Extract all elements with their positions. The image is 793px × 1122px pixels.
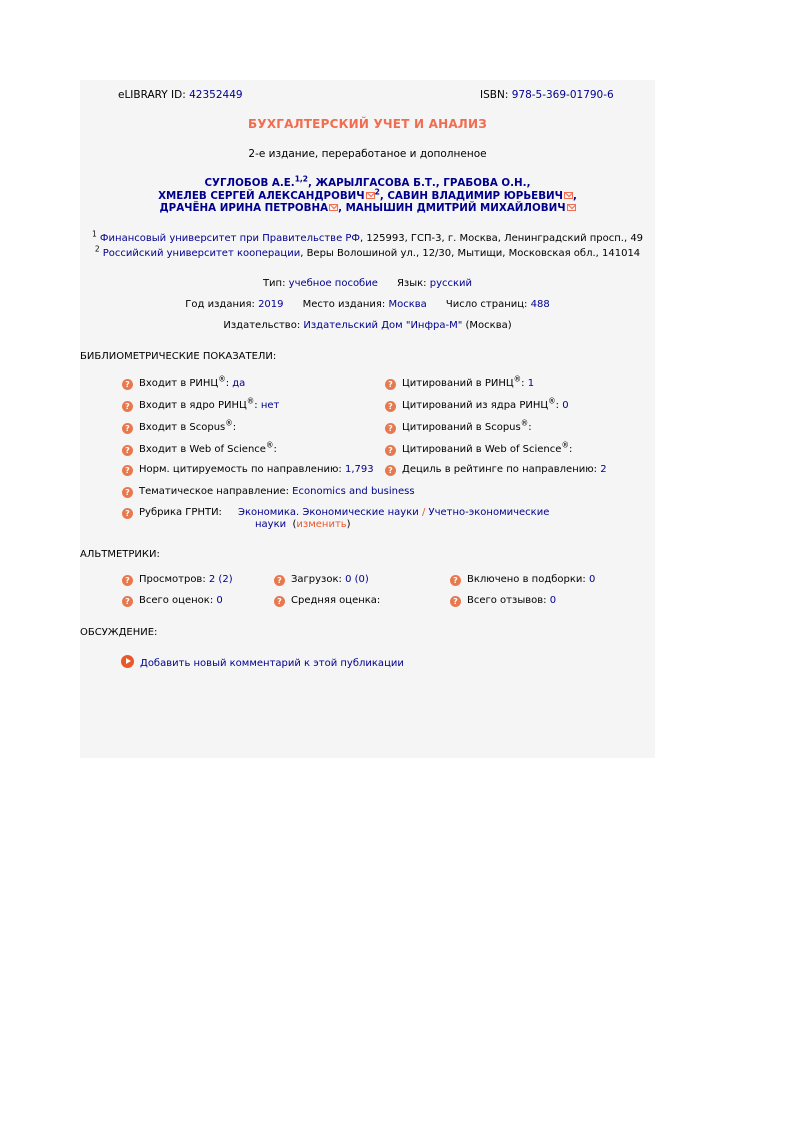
help-icon[interactable]: ? xyxy=(385,465,396,476)
help-icon[interactable]: ? xyxy=(122,596,133,607)
discussion-heading: ОБСУЖДЕНИЕ: xyxy=(80,627,158,638)
elibrary-id-row xyxy=(118,89,243,101)
metric-value: 0 xyxy=(216,595,223,606)
place-label: Место издания: xyxy=(302,299,386,310)
metric-label: Дециль в рейтинге по направлению: xyxy=(402,464,598,475)
mail-icon[interactable] xyxy=(329,204,338,211)
help-icon[interactable]: ? xyxy=(122,423,133,434)
grnti-values xyxy=(238,507,549,518)
publication-panel xyxy=(80,80,655,758)
play-icon[interactable] xyxy=(121,655,134,668)
affiliation-2 xyxy=(80,244,655,259)
biblio-heading: БИБЛИОМЕТРИЧЕСКИЕ ПОКАЗАТЕЛИ: xyxy=(80,351,277,362)
mail-icon[interactable] xyxy=(366,192,375,199)
metric-label: Просмотров: xyxy=(139,574,206,585)
help-icon[interactable]: ? xyxy=(385,379,396,390)
type-value: учебное пособие xyxy=(288,278,378,289)
affiliation-number: 1 xyxy=(91,229,97,239)
metric-value[interactable]: 2 (2) xyxy=(208,574,233,585)
isbn-row xyxy=(480,89,614,101)
metric-label: Включено в подборки: xyxy=(467,574,586,585)
metric-topic xyxy=(122,486,415,498)
metric-value[interactable]: 0 xyxy=(588,574,596,585)
alt-average xyxy=(274,595,380,607)
grnti-separator: / xyxy=(421,507,426,518)
registered-mark: ® xyxy=(513,374,522,384)
metric-label: Всего оценок: xyxy=(139,595,214,606)
metric-decile xyxy=(385,464,607,476)
metric-value: 0 xyxy=(549,595,557,606)
authors-line-3: ДРАЧЁНА ИРИНА ПЕТРОВНА , МАНЫШИН ДМИТРИЙ МИХАЙЛОВИЧ xyxy=(80,203,655,214)
publication-title: БУХГАЛТЕРСКИЙ УЧЕТ И АНАЛИЗ xyxy=(248,117,487,131)
publisher-row xyxy=(80,320,655,331)
author-link[interactable]: МАНЫШИН ДМИТРИЙ МИХАЙЛОВИЧ xyxy=(345,202,566,214)
affiliation-org-link[interactable]: Российский университет кооперации xyxy=(102,248,301,259)
author-affil-sup: 2 xyxy=(374,187,380,197)
affiliation-address: , 125993, ГСП-3, г. Москва, Ленинградский просп., 49 xyxy=(360,233,644,244)
alt-downloads xyxy=(274,574,369,586)
metric-label: Входит в Web of Science xyxy=(139,444,266,455)
alt-collections xyxy=(450,574,595,586)
type-language-row xyxy=(80,278,655,289)
registered-mark: ® xyxy=(548,396,556,406)
mail-icon[interactable] xyxy=(567,204,576,211)
pages-label: Число страниц: xyxy=(445,299,528,310)
help-icon[interactable]: ? xyxy=(122,575,133,586)
authors-line-1: СУГЛОБОВ А.Е.$^{1,2}$, ЖАРЫЛГАСОВА Б.Т., ГРАБОВА О.Н., xyxy=(204,174,531,189)
metric-cit-scopus: ? Цитирований в Scopus®: xyxy=(385,422,532,434)
metric-in-scopus: ? Входит в Scopus®: xyxy=(122,422,236,434)
year-place-pages-row xyxy=(80,299,655,310)
grnti-values-line-2: науки (изменить) xyxy=(255,519,351,530)
registered-mark: ® xyxy=(520,418,529,428)
author-link[interactable]: ГРАБОВА О.Н. xyxy=(443,177,527,189)
author-link[interactable]: СУГЛОБОВ А.Е. xyxy=(204,177,295,189)
metric-value[interactable]: 0 xyxy=(562,400,569,411)
author-link[interactable]: ДРАЧЁНА ИРИНА ПЕТРОВНА xyxy=(159,202,329,214)
elibrary-id-link[interactable]: 42352449 xyxy=(189,89,243,101)
alt-views xyxy=(122,574,233,586)
altmetrics-heading: АЛЬТМЕТРИКИ: xyxy=(80,549,160,560)
authors-line-2: ХМЕЛЕВ СЕРГЕЙ АЛЕКСАНДРОВИЧ $^2$, САВИН ВЛАДИМИР ЮРЬЕВИЧ , xyxy=(158,187,577,202)
metric-value[interactable]: 2 xyxy=(600,464,607,475)
metric-value[interactable]: нет xyxy=(260,400,280,411)
metric-cit-rinc: ? Цитирований в РИНЦ®: 1 xyxy=(385,378,534,390)
author-link[interactable]: ХМЕЛЕВ СЕРГЕЙ АЛЕКСАНДРОВИЧ xyxy=(158,190,365,202)
isbn-label: ISBN: xyxy=(480,89,509,101)
help-icon[interactable]: ? xyxy=(450,596,461,607)
edition-note: 2-е издание, переработаное и дополненое xyxy=(248,148,487,160)
alt-ratings xyxy=(122,595,223,607)
affiliation-number: 2 xyxy=(94,244,100,254)
grnti-link[interactable]: науки xyxy=(255,519,287,530)
author-link[interactable]: ЖАРЫЛГАСОВА Б.Т. xyxy=(315,177,436,189)
help-icon[interactable]: ? xyxy=(122,508,133,519)
help-icon[interactable]: ? xyxy=(122,445,133,456)
grnti-link[interactable]: Экономика. Экономические науки xyxy=(238,507,419,518)
year-value: 2019 xyxy=(258,299,284,310)
metric-label: Цитирований в Web of Science xyxy=(402,444,562,455)
year-label: Год издания: xyxy=(185,299,255,310)
metric-label: Цитирований в Scopus xyxy=(402,422,521,433)
metric-grnti xyxy=(122,507,222,519)
metric-value[interactable]: 1,793 xyxy=(344,464,374,475)
grnti-change-link[interactable]: изменить xyxy=(296,519,347,530)
metric-in-rinc-core: ? Входит в ядро РИНЦ®: нет xyxy=(122,400,279,412)
language-label: Язык: xyxy=(396,278,427,289)
metric-label: Цитирований в РИНЦ xyxy=(402,378,514,389)
metric-value[interactable]: 0 (0) xyxy=(345,574,369,585)
affiliation-address: , Веры Волошиной ул., 12/30, Мытищи, Московская обл., 141014 xyxy=(300,248,641,259)
registered-mark: ® xyxy=(561,440,569,450)
help-icon[interactable]: ? xyxy=(122,379,133,390)
metric-label: Средняя оценка: xyxy=(291,595,381,606)
isbn-value: 978-5-369-01790-6 xyxy=(511,89,614,101)
metric-label: Норм. цитируемость по направлению: xyxy=(139,464,342,475)
metric-label: Рубрика ГРНТИ: xyxy=(139,507,222,518)
metric-value[interactable]: 1 xyxy=(527,378,535,389)
metric-in-wos: ? Входит в Web of Science®: xyxy=(122,444,277,456)
author-affil-sup: 1,2 xyxy=(294,174,309,184)
grnti-link[interactable]: Учетно-экономические xyxy=(428,507,550,518)
language-value: русский xyxy=(429,278,473,289)
place-value: Москва xyxy=(388,299,427,310)
metric-norm-citation xyxy=(122,464,374,476)
add-comment-row xyxy=(121,655,404,669)
help-icon[interactable]: ? xyxy=(385,401,396,412)
metric-cit-wos: ? Цитирований в Web of Science®: xyxy=(385,444,572,456)
help-icon[interactable]: ? xyxy=(274,596,285,607)
metric-label: Входит в ядро РИНЦ xyxy=(139,400,247,411)
metric-value[interactable]: да xyxy=(232,378,246,389)
elibrary-id-label: eLIBRARY ID: xyxy=(118,89,186,101)
metric-in-rinc: ? Входит в РИНЦ®: да xyxy=(122,378,245,390)
registered-mark: ® xyxy=(246,396,255,406)
help-icon[interactable]: ? xyxy=(122,465,133,476)
metric-label: Входит в Scopus xyxy=(139,422,226,433)
help-icon[interactable]: ? xyxy=(385,445,396,456)
help-icon[interactable]: ? xyxy=(450,575,461,586)
add-comment-link[interactable]: Добавить новый комментарий к этой публикации xyxy=(140,658,404,669)
metric-label: Всего отзывов: xyxy=(467,595,547,606)
metric-label: Цитирований из ядра РИНЦ xyxy=(402,400,549,411)
registered-mark: ® xyxy=(265,440,274,450)
metric-cit-core: ? Цитирований из ядра РИНЦ®: 0 xyxy=(385,400,569,412)
alt-reviews xyxy=(450,595,556,607)
help-icon[interactable]: ? xyxy=(122,401,133,412)
metric-label: Загрузок: xyxy=(291,574,342,585)
metric-label: Тематическое направление: xyxy=(139,486,289,497)
type-label: Тип: xyxy=(262,278,286,289)
help-icon[interactable]: ? xyxy=(385,423,396,434)
registered-mark: ® xyxy=(225,418,233,428)
metric-label: Входит в РИНЦ xyxy=(139,378,219,389)
affiliation-org-link[interactable]: Финансовый университет при Правительстве РФ xyxy=(99,233,361,244)
publisher-city: (Москва) xyxy=(465,320,512,331)
registered-mark: ® xyxy=(218,374,226,384)
metric-value[interactable]: Economics and business xyxy=(292,486,415,497)
help-icon[interactable]: ? xyxy=(122,487,133,498)
publisher-link[interactable]: Издательский Дом "Инфра-М" xyxy=(303,320,463,331)
affiliation-1 xyxy=(80,229,655,244)
author-link[interactable]: САВИН ВЛАДИМИР ЮРЬЕВИЧ xyxy=(387,190,563,202)
help-icon[interactable]: ? xyxy=(274,575,285,586)
pages-value: 488 xyxy=(530,299,550,310)
publisher-label: Издательство: xyxy=(223,320,301,331)
mail-icon[interactable] xyxy=(564,192,573,199)
